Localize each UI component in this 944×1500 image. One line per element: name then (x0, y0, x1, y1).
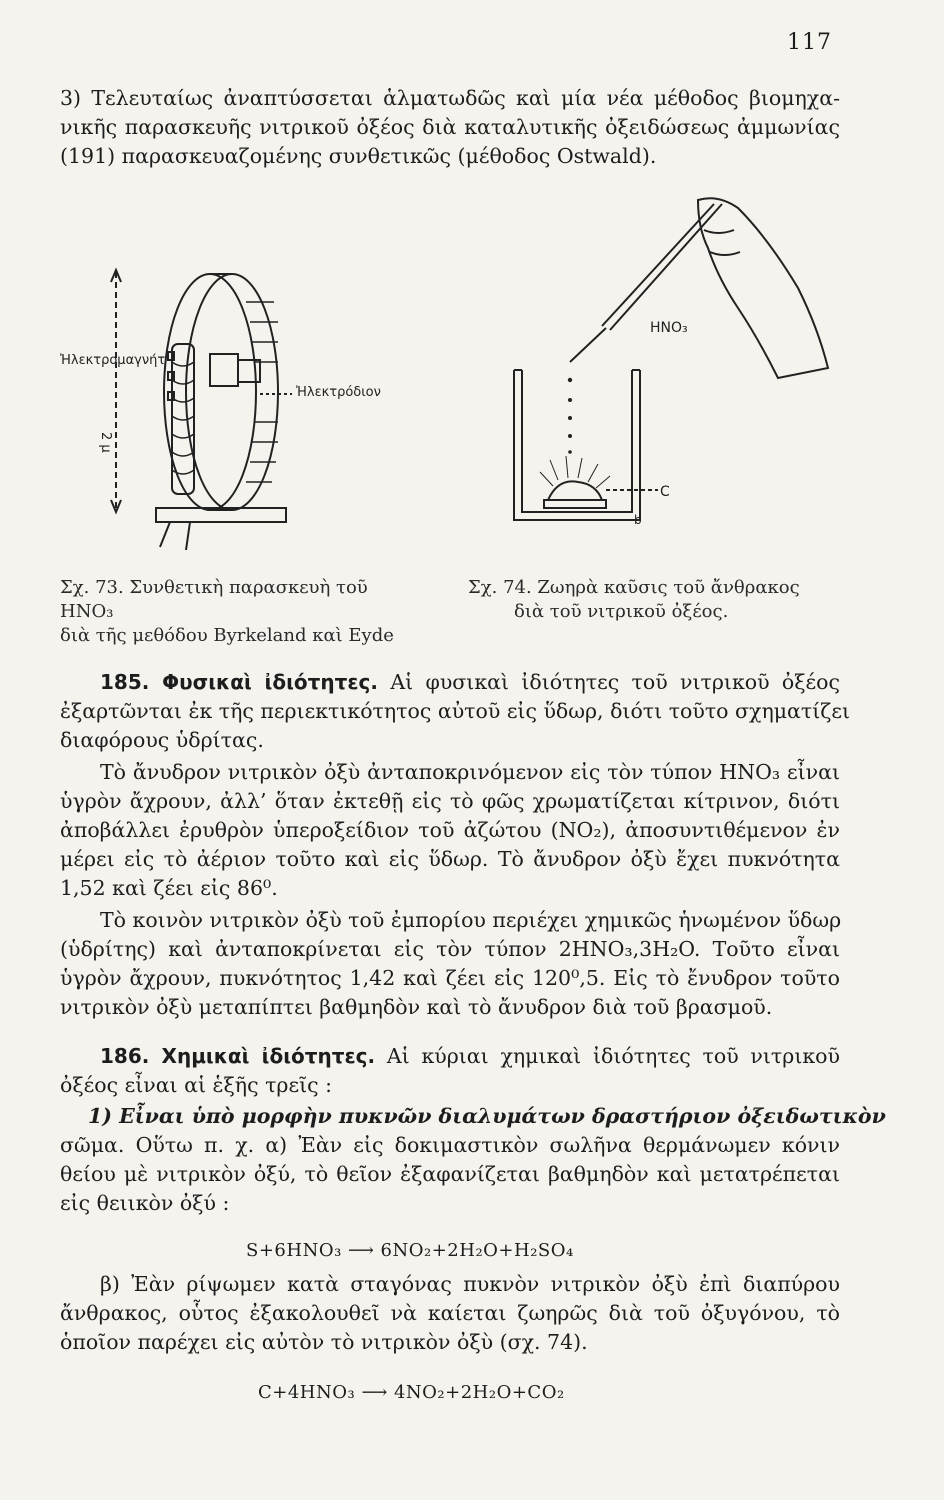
text-line: ὁποῖον παρέχει εἰς αὐτὸν τὸ νιτρικὸν ὀξὺ (σχ. 74). (60, 1330, 588, 1354)
text-line: ἀποβάλλει ἐρυθρὸν ὑπεροξείδιον τοῦ ἀζώτου (NO₂), ἀποσυντιθέμενον ἐν (60, 818, 840, 842)
section-186-paragraph-1 (60, 1042, 840, 1100)
text-line: ὑγρὸν ἄχρουν, πυκνότητος 1,42 καὶ ζέει εἰς 120⁰,5. Εἰς τὸ ἔνυδρον τοῦτο (60, 966, 840, 990)
text-line: ὀξέος εἶναι αἱ ἑξῆς τρεῖς : (60, 1073, 333, 1097)
label-c: C (660, 484, 670, 500)
text-line: (ὑδρίτης) καὶ ἀνταποκρίνεται εἰς τὸν τύπον 2HNO₃,3H₂O. Τοῦτο εἶναι (60, 937, 840, 961)
text-line: β) Ἐὰν ρίψωμεν κατὰ σταγόνας πυκνὸν νιτρικὸν ὀξὺ ἐπὶ διαπύρου (100, 1272, 840, 1296)
pipette-beaker-drawing (498, 190, 838, 550)
intro-paragraph (60, 84, 840, 171)
figure-74-illustration (498, 190, 838, 550)
text-line: ἄνθρακος, οὗτος ἐξακολουθεῖ νὰ καίεται ζωηρῶς διὰ τοῦ ὀξυγόνου, τὸ (60, 1301, 840, 1325)
text-line: 3) Τελευταίως ἀναπτύσσεται ἁλματωδῶς καὶ μία νέα μέθοδος βιομηχα- (60, 86, 840, 110)
label-electrode: Ἠλεκτρόδιον (296, 385, 381, 400)
section-185-paragraph-1 (60, 668, 851, 755)
section-185-paragraph-3 (60, 906, 840, 1022)
section-185-first-line: Αἱ φυσικαὶ ἰδιότητες τοῦ νιτρικοῦ ὀξέος (390, 670, 840, 694)
text-line: μέρει εἰς τὸ ἀέριον τοῦτο καὶ εἰς ὕδωρ. Τὸ ἄνυδρον ὀξὺ ἔχει πυκνότητα (60, 847, 840, 871)
label-hno3: HNO₃ (650, 320, 688, 336)
figure-73-illustration (60, 262, 400, 552)
section-186-heading: 186. Χημικαὶ ἰδιότητες. (100, 1044, 376, 1068)
label-dimension: 2 μ (98, 432, 113, 453)
section-186-item-b (60, 1270, 840, 1357)
text-line: σῶμα. Οὕτω π. χ. α) Ἐὰν εἰς δοκιμαστικὸν σωλῆνα θερμάνωμεν κόνιν (60, 1133, 840, 1157)
text-line: εἰς θειικὸν ὀξύ : (60, 1191, 230, 1215)
equation-sulfur: S+6HNO₃ ⟶ 6NO₂+2H₂O+H₂SO₄ (246, 1240, 574, 1261)
caption-line: Σχ. 74. Ζωηρὰ καῦσις τοῦ ἄνθρακος (468, 577, 800, 598)
section-185-paragraph-2 (60, 758, 840, 903)
text-line: Τὸ κοινὸν νιτρικὸν ὀξὺ τοῦ ἐμπορίου περιέχει χημικῶς ἡνωμένον ὕδωρ (100, 908, 842, 932)
figure-74-caption (468, 576, 848, 624)
caption-line: διὰ τοῦ νιτρικοῦ ὀξέος. (514, 601, 729, 622)
text-line: θείου μὲ νιτρικὸν ὀξύ, τὸ θεῖον ἐξαφανίζεται βαθμηδὸν καὶ μετατρέπεται (60, 1162, 840, 1186)
text-line: 1,52 καὶ ζέει εἰς 86⁰. (60, 876, 278, 900)
page-number: 117 (787, 30, 832, 55)
section-186-item-1 (60, 1102, 886, 1218)
text-line: Τὸ ἄνυδρον νιτρικὸν ὀξὺ ἀνταποκρινόμενον εἰς τὸν τύπον HNO₃ εἶναι (100, 760, 840, 784)
text-line: (191) παρασκευαζομένης συνθετικῶς (μέθοδος Ostwald). (60, 144, 657, 168)
text-line: νικῆς παρασκευῆς νιτρικοῦ ὀξέος διὰ καταλυτικῆς ὀξειδώσεως ἀμμωνίας (60, 115, 840, 139)
text-line: ἐξαρτῶνται ἐκ τῆς περιεκτικότητος αὐτοῦ εἰς ὕδωρ, διότι τοῦτο σχηματίζει (60, 699, 851, 723)
text-line: διαφόρους ὑδρίτας. (60, 728, 264, 752)
text-line: ὑγρὸν ἄχρουν, ἀλλ’ ὅταν ἐκτεθῇ εἰς τὸ φῶς χρωματίζεται κίτρινον, διότι (60, 789, 840, 813)
caption-line: διὰ τῆς μεθόδου Byrkeland καὶ Eyde (60, 625, 394, 646)
label-b: b (634, 513, 642, 527)
text-line (60, 1042, 840, 1071)
text-line (60, 668, 840, 697)
text-line: νιτρικὸν ὀξὺ μεταπίπτει βαθμηδὸν καὶ τὸ ἄνυδρον διὰ τοῦ βρασμοῦ. (60, 995, 773, 1019)
text-line-emphasis: 1) Εἶναι ὑπὸ μορφὴν πυκνῶν διαλυμάτων δραστήριον ὀξειδωτικὸν (88, 1104, 886, 1128)
section-186-first-line: Αἱ κύριαι χημικαὶ ἰδιότητες τοῦ νιτρικοῦ (386, 1044, 840, 1068)
figure-73-caption (60, 576, 420, 648)
equation-carbon: C+4HNO₃ ⟶ 4NO₂+2H₂O+CO₂ (258, 1382, 565, 1403)
label-electromagnet: Ἠλεκτρομαγνήτ (60, 353, 166, 368)
section-185-heading: 185. Φυσικαὶ ἰδιότητες. (100, 670, 378, 694)
wheel-apparatus-drawing (60, 262, 400, 552)
caption-line: Σχ. 73. Συνθετικὴ παρασκευὴ τοῦ HNO₃ (60, 577, 368, 622)
